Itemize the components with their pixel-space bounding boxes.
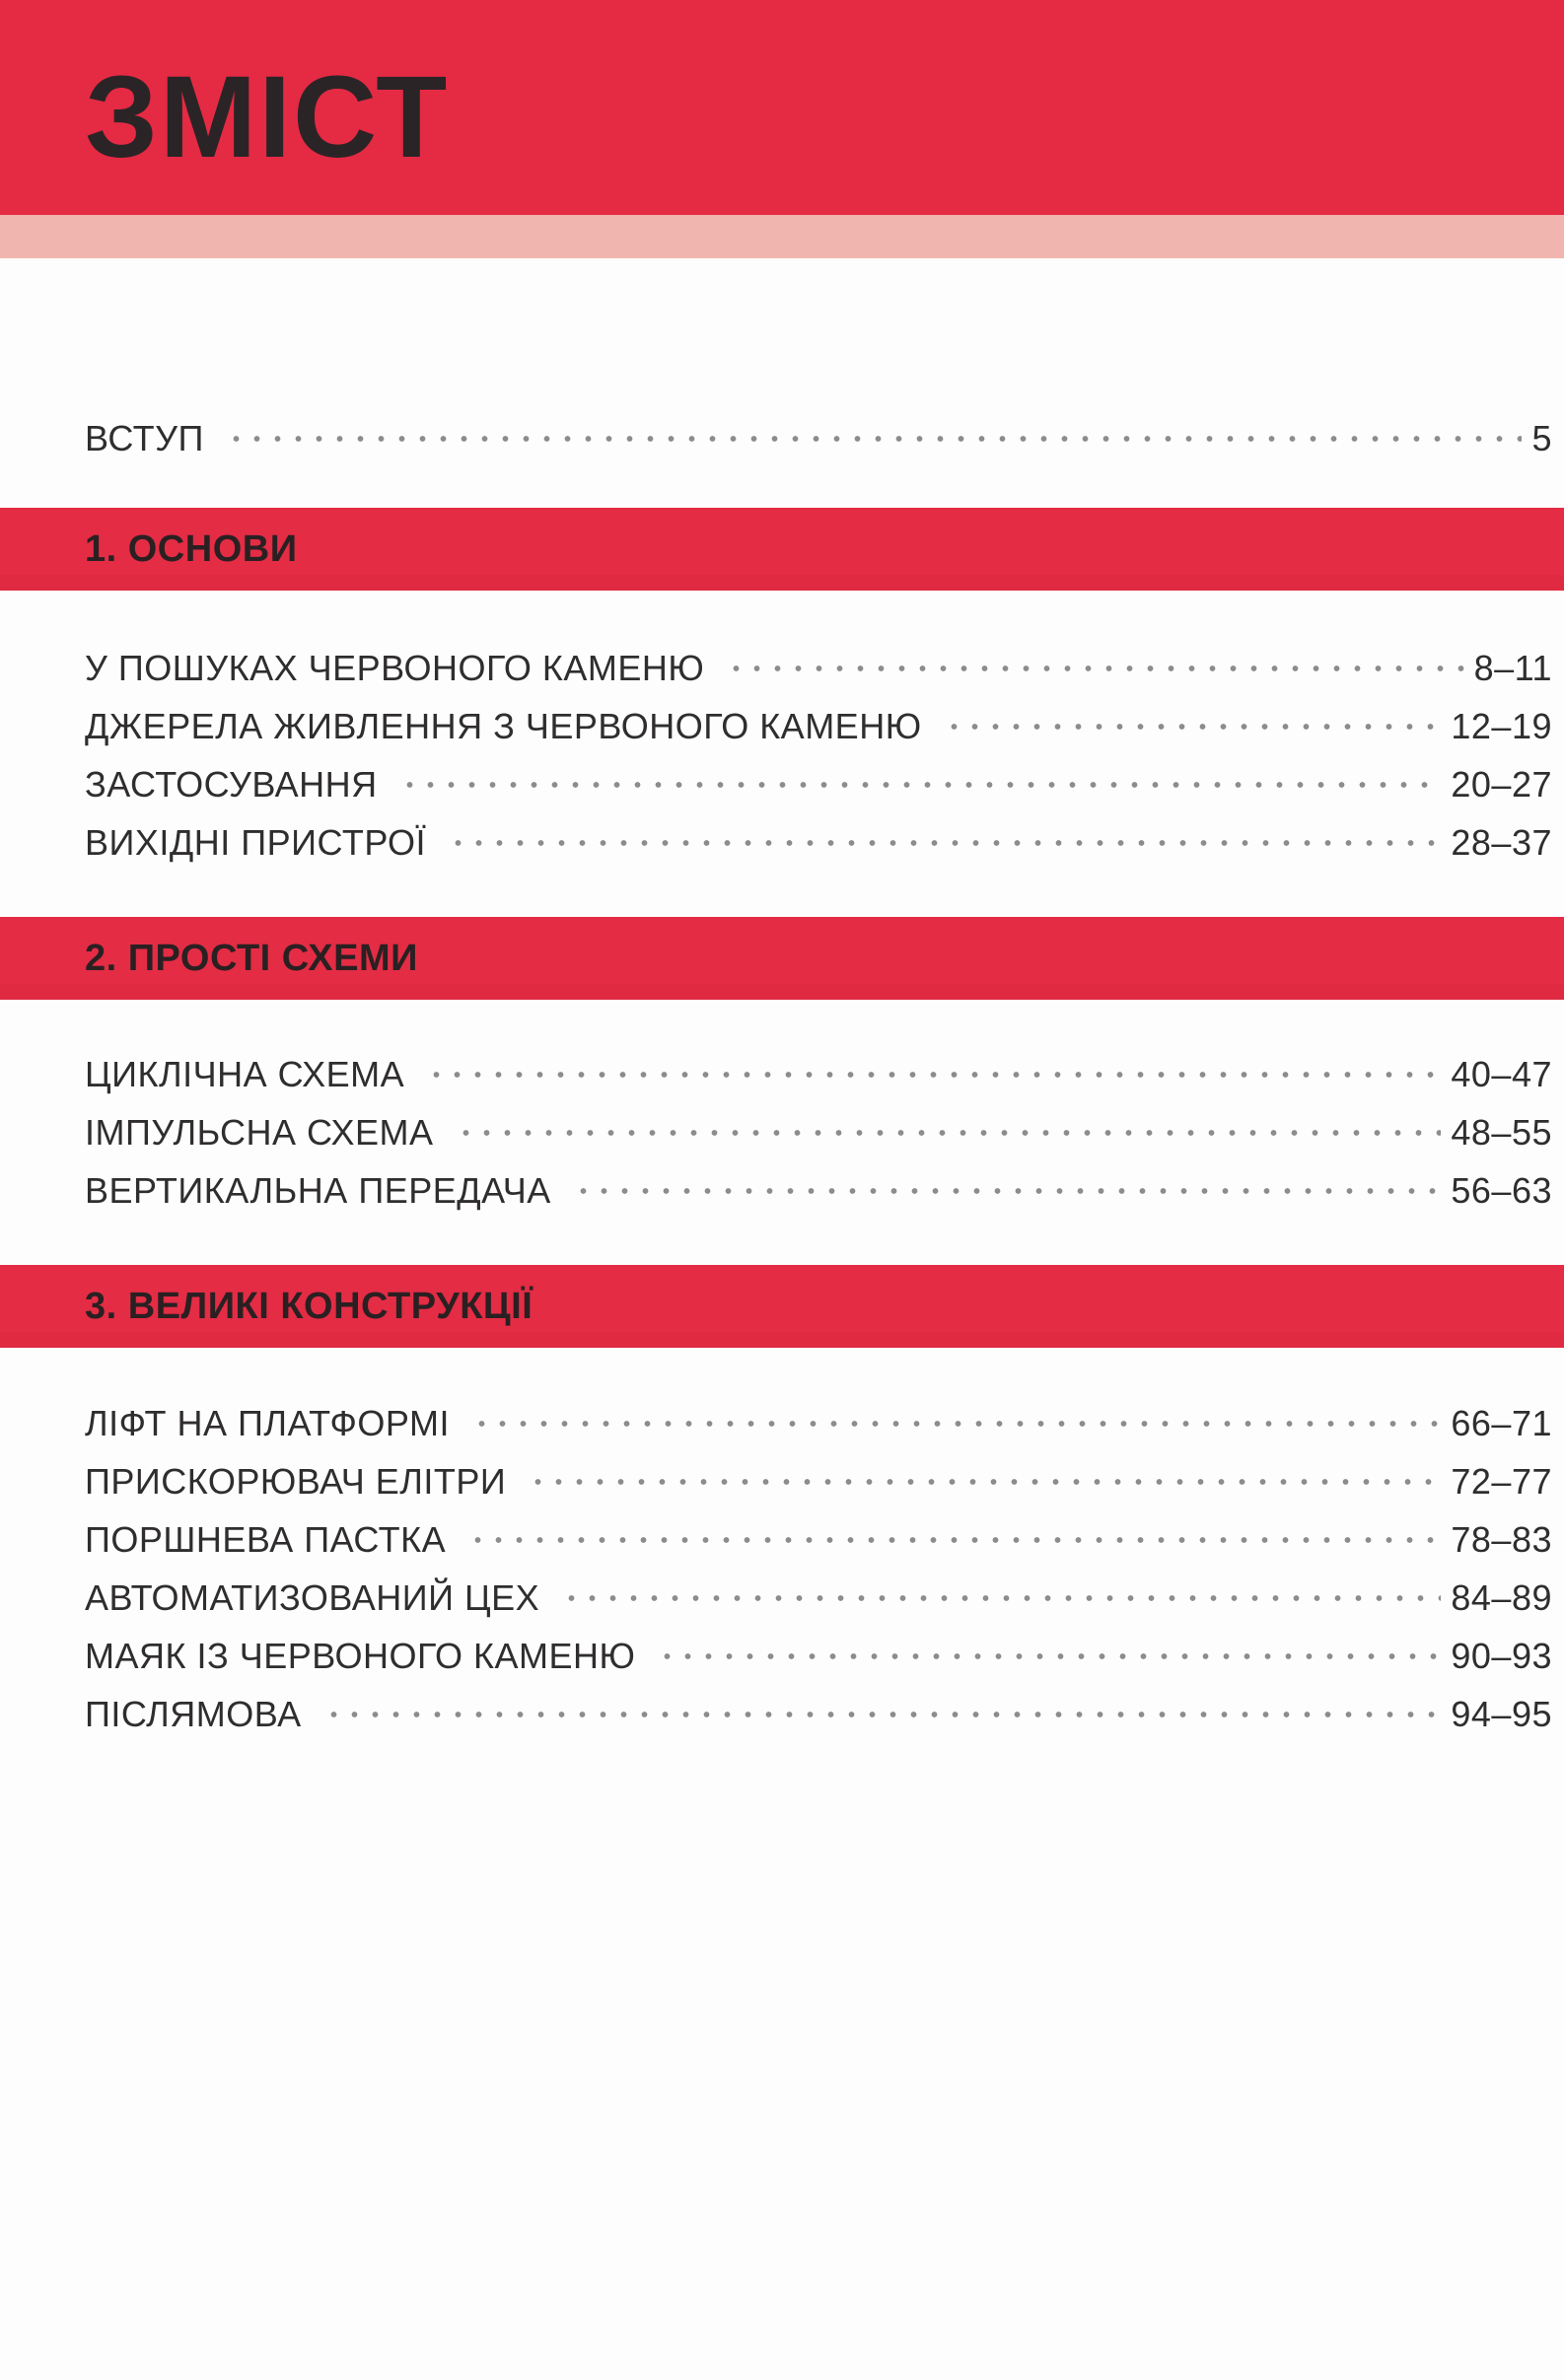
toc-entry-pages: 12–19 [1451,706,1552,746]
toc-entry[interactable] [85,1400,1552,1447]
toc-entry-pages: 78–83 [1451,1519,1552,1560]
toc-entry-label: МАЯК ІЗ ЧЕРВОНОГО КАМЕНЮ [85,1636,636,1676]
toc-entry[interactable] [85,1167,1552,1215]
toc-entry-pages: 8–11 [1473,648,1552,688]
dot-leader [426,1072,1441,1078]
toc-entry-label: ВИХІДНІ ПРИСТРОЇ [85,822,427,863]
section-header-1 [0,508,1564,591]
section-header-3 [0,1265,1564,1348]
toc-entry-pages: 66–71 [1451,1403,1552,1443]
section-title: 1. ОСНОВИ [85,527,298,570]
toc-entry-pages: 56–63 [1451,1170,1552,1211]
toc-entry-pages: 84–89 [1451,1577,1552,1618]
toc-entry[interactable] [85,1516,1552,1564]
header-stripe [0,215,1564,258]
toc-entry[interactable] [85,1051,1552,1098]
dot-leader [226,436,1523,442]
toc-entry-pages: 94–95 [1451,1694,1552,1734]
toc-entry[interactable] [85,703,1552,750]
toc-entry-pages: 48–55 [1451,1112,1552,1153]
toc-entry-label: АВТОМАТИЗОВАНИЙ ЦЕХ [85,1577,540,1618]
toc-entry-label: ІМПУЛЬСНА СХЕМА [85,1112,434,1153]
toc-entry-label: ДЖЕРЕЛА ЖИВЛЕННЯ З ЧЕРВОНОГО КАМЕНЮ [85,706,922,746]
toc-entry-label: У ПОШУКАХ ЧЕРВОНОГО КАМЕНЮ [85,648,705,688]
dot-leader [471,1421,1441,1427]
dot-leader [528,1479,1441,1485]
toc-entry-label: ЗАСТОСУВАННЯ [85,764,378,805]
dot-leader [467,1537,1441,1543]
toc-entry[interactable] [85,1109,1552,1156]
toc-entry[interactable] [85,761,1552,808]
toc-entry-label: ВСТУП [85,418,204,458]
dot-leader [448,840,1441,846]
toc-entry-label: ВЕРТИКАЛЬНА ПЕРЕДАЧА [85,1170,551,1211]
section-header-2 [0,917,1564,1000]
toc-entry-pages: 5 [1531,418,1552,458]
toc-entry-intro[interactable] [85,415,1552,462]
toc-entry-pages: 90–93 [1451,1636,1552,1676]
toc-entry-pages: 72–77 [1451,1461,1552,1502]
toc-entry-label: ПІСЛЯМОВА [85,1694,302,1734]
dot-leader [657,1653,1441,1659]
toc-entry[interactable] [85,645,1552,692]
dot-leader [323,1712,1442,1717]
dot-leader [456,1130,1442,1136]
toc-entry[interactable] [85,1575,1552,1622]
toc-entry-label: ПРИСКОРЮВАЧ ЕЛІТРИ [85,1461,507,1502]
dot-leader [726,665,1463,671]
section-title: 2. ПРОСТІ СХЕМИ [85,937,418,979]
dot-leader [573,1188,1442,1194]
toc-entry[interactable] [85,1633,1552,1680]
section-title: 3. ВЕЛИКІ КОНСТРУКЦІЇ [85,1285,533,1327]
dot-leader [944,724,1442,730]
dot-leader [561,1595,1441,1601]
toc-entry[interactable] [85,819,1552,867]
toc-entry-pages: 28–37 [1451,822,1552,863]
page-title: ЗМІСТ [85,52,450,182]
toc-entry[interactable] [85,1691,1552,1738]
toc-entry-pages: 20–27 [1451,764,1552,805]
dot-leader [399,782,1442,788]
toc-entry[interactable] [85,1458,1552,1505]
toc-entry-label: ЛІФТ НА ПЛАТФОРМІ [85,1403,450,1443]
toc-entry-label: ПОРШНЕВА ПАСТКА [85,1519,447,1560]
toc-entry-label: ЦИКЛІЧНА СХЕМА [85,1054,405,1094]
toc-entry-pages: 40–47 [1451,1054,1552,1094]
